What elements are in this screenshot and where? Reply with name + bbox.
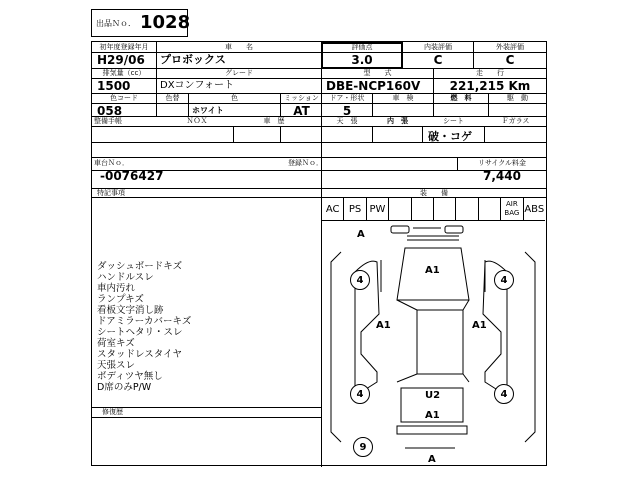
- lot-number-value: 1028: [140, 12, 191, 33]
- remark-item: 天張スレ: [97, 360, 136, 371]
- right-rail: [525, 252, 535, 442]
- roof-label: 天 張: [336, 117, 358, 125]
- damage-right-side: A1: [472, 320, 487, 331]
- remark-item: ボディツヤ無し: [97, 371, 163, 382]
- glass-label: Ｆガラス: [501, 117, 530, 125]
- drive-label: 駆 動: [507, 94, 528, 102]
- car-damage-diagram: [321, 222, 546, 466]
- spare-tire-badge: 9: [353, 437, 373, 457]
- fuel-label: 燃 料: [450, 94, 472, 102]
- score-value: 3.0: [351, 53, 373, 67]
- manual-label: 整備手帳: [94, 117, 122, 125]
- damage-front: A: [357, 229, 365, 240]
- front-lamp-right: [445, 226, 463, 233]
- doors-value: 5: [342, 104, 352, 118]
- score-label: 評価点: [351, 43, 373, 51]
- color-code-value: 058: [97, 104, 123, 118]
- reg-label: 登録Ｎｏ．: [288, 159, 323, 167]
- wheel-right-rear: 4: [494, 384, 514, 404]
- model-label: 型 式: [363, 69, 392, 77]
- trim-label: 内 張: [387, 117, 408, 125]
- inspection-label: 車 検: [392, 94, 414, 102]
- remarks-label: 特記事項: [97, 189, 125, 197]
- mileage-label: 走 行: [476, 69, 504, 77]
- year-label: 初年度登録年月: [99, 43, 149, 51]
- lot-number-box: [91, 9, 191, 37]
- wheel-left-front: 4: [350, 270, 370, 290]
- grade-value: DXコンフォート: [160, 80, 235, 91]
- left-rail: [331, 252, 341, 442]
- equipment-cell: [411, 198, 433, 221]
- remark-item: ランプキズ: [97, 294, 144, 305]
- equipment-cell: AC: [321, 198, 343, 221]
- equipment-cell: [478, 198, 500, 221]
- name-label: 車 名: [225, 43, 253, 51]
- seat-label: シート: [443, 117, 464, 125]
- name-value: プロボックス: [160, 53, 226, 66]
- equipment-label: 装 備: [420, 189, 448, 197]
- remark-item: ドアミラーカバーキズ: [97, 316, 192, 327]
- doors-label: ドア・形状: [329, 94, 365, 102]
- remark-item: 看板文字消し跡: [97, 305, 164, 316]
- seat-value: 破・コゲ: [428, 130, 472, 143]
- equipment-cell: [388, 198, 410, 221]
- equipment-cell: PS: [343, 198, 365, 221]
- nox-label: ＮＯＸ: [186, 117, 208, 125]
- cc-label: 排気量（cc）: [102, 69, 146, 77]
- recycle-value: 7,440: [483, 169, 521, 183]
- remark-item: 荷室キズ: [97, 338, 135, 349]
- damage-rear: A: [428, 454, 436, 465]
- color-value: ホワイト: [192, 106, 224, 115]
- equipment-cell: PW: [366, 198, 388, 221]
- mission-label: ミッション: [284, 94, 319, 102]
- color-label: 色: [231, 94, 238, 102]
- equipment-cell: [433, 198, 455, 221]
- interior-label: 内装評価: [424, 43, 452, 51]
- year-value: H29/06: [97, 53, 145, 67]
- history-label: 車 歴: [263, 117, 285, 125]
- exterior-value: C: [505, 53, 515, 67]
- color-code-label: 色コード: [110, 94, 138, 102]
- wheel-right-front: 4: [494, 270, 514, 290]
- repair-label: 修復歴: [102, 408, 123, 416]
- front-lamp-left: [391, 226, 409, 233]
- recycle-label: リサイクル料金: [477, 159, 527, 167]
- equipment-cell: [455, 198, 477, 221]
- wheel-left-rear: 4: [350, 384, 370, 404]
- remark-item: 車内汚れ: [97, 283, 136, 294]
- equipment-cell: ABS: [523, 198, 545, 221]
- remarks-list: [97, 261, 191, 393]
- grade-label: グレード: [225, 69, 253, 77]
- equipment-cell: AIR BAG: [500, 198, 522, 221]
- lot-number-label: 出品Ｎｏ．: [96, 19, 136, 28]
- remark-item: スタッドレスタイヤ: [97, 349, 183, 360]
- cc-value: 1500: [97, 79, 131, 93]
- damage-left-side: A1: [376, 320, 391, 331]
- mileage-value: 221,215 Km: [449, 79, 531, 93]
- mission-value: AT: [293, 104, 310, 118]
- pillar-lines: [397, 300, 469, 382]
- remark-item: ダッシュボードキズ: [97, 261, 183, 272]
- chassis-label: 車台Ｎｏ．: [94, 159, 129, 167]
- roof-outline: [417, 310, 463, 374]
- remark-item: D席のみP/W: [97, 382, 152, 393]
- remark-item: シートヘタリ・スレ: [97, 327, 183, 338]
- remark-item: ハンドルスレ: [97, 272, 154, 283]
- interior-value: C: [433, 53, 443, 67]
- rear-bumper-outline: [397, 426, 467, 434]
- damage-rear-panel: A1: [425, 410, 440, 421]
- chassis-value: -0076427: [100, 169, 164, 183]
- damage-hood: A1: [425, 265, 440, 276]
- exterior-label: 外装評価: [496, 43, 524, 51]
- equipment-strip: [321, 198, 545, 221]
- model-value: DBE-NCP160V: [326, 79, 421, 93]
- front-bumper-lines: [407, 236, 459, 240]
- color-swap-label: 色替: [165, 94, 180, 102]
- damage-roof-rear: U2: [425, 390, 441, 401]
